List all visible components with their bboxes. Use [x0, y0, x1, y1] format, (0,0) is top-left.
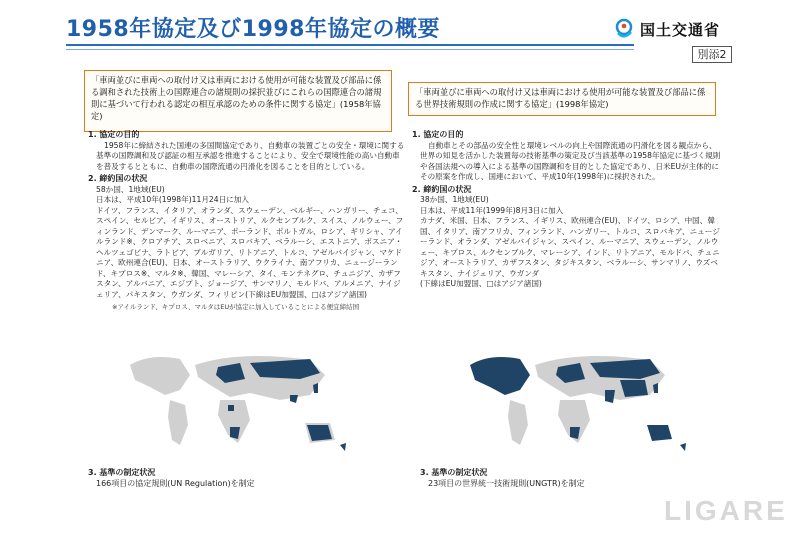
purpose-heading: 1. 協定の目的 — [412, 130, 464, 139]
world-map-1998 — [450, 345, 700, 460]
standards-text: 23項目の世界統一技術規則(UNGTR)を制定 — [428, 479, 585, 488]
agreement-1958-box: 「車両並びに車両への取付け又は車両における使用が可能な装置及び部品に係る調和された技術上の国際連合の諸規則の採択並びにこれらの国際連合の諸規則に基づいて行われる認定の相互承認のための条件に関する協定」(1958年協定) — [84, 70, 392, 132]
regulations-section-1958 — [88, 465, 255, 489]
title-underline — [66, 44, 634, 50]
country-list: カナダ、米国、日本、フランス、イギリス、欧州連合(EU)、ドイツ、ロシア、中国、韓国、イタリア、南アフリカ、フィンランド、ハンガリー、トルコ、スロバキア、ニュージーランド、オランダ、アゼルバイジャン、スペイン、ルーマニア、スウェーデン、ノルウェー、キプロス、ルクセンブルク、マレーシア、インド、リトアニア、モルドバ、チュニジア、オーストラリア、カザフスタン、タジキスタン、ベラルーシ、サンマリノ、ウズベキスタン、ナイジェリア、ウガンダ — [420, 216, 720, 278]
japan-join-date: 日本は、平成11年(1999年)8月3日に加入 — [420, 205, 564, 215]
purpose-text: 自動車とその部品の安全性と環境レベルの向上や国際流通の円滑化を図る観点から、世界の知見を活かした装置毎の技術基準の策定及び当該基準の1958年協定に基づく規則や各国法規への導入による基準の国際調和を目的とした協定であり、日米EUが主体的にその原案を作成し、国連において、平成10年(1998年)に採択された。 — [420, 140, 721, 181]
footnote: ※アイルランド、キプロス、マルタはEUが協定に加入していることによる便宜締結国 — [112, 303, 360, 311]
japan-join-date: 日本は、平成10年(1998年)11月24日に加入 — [96, 195, 249, 204]
agreement-1998-details — [412, 128, 722, 290]
purpose-text: 1958年に締結された国連の多国間協定であり、自動車の装置ごとの安全・環境に関する基準の国際調和及び認証の相互承認を推進することにより、安全で環境性能の高い自動車を普及するとともに、自動車の国際流通の円滑化を図ることを目的としている。 — [96, 140, 405, 171]
parties-count: 58か国、1地域(EU) — [96, 184, 165, 194]
country-list: ドイツ、フランス、イタリア、オランダ、スウェーデン、ベルギー、ハンガリー、チェコ、スペイン、セルビア、イギリス、オーストリア、ルクセンブルク、スイス、ノルウェー、フィンランド、デンマーク、ルーマニア、ポーランド、ポルトガル、ロシア、ギリシャ、アイルランド※、クロアチア、スロベニア、スロバキア、ベラルーシ、エストニア、ボスニア・ヘルツェゴビナ、ラトビア、ブルガリア、リトアニア、トルコ、アゼルバイジャン、マケドニア、欧州連合(EU)、日本、オーストラリア、ウクライナ、南アフリカ、ニュージーランド、キプロス※、マルタ※、韓国、マレーシア、タイ、モンテネグロ、チュニジア、カザフスタン、アルバニア、エジプト、ジョージア、サンマリノ、モルドバ、アルメニア、ナイジェリア、パキスタン、ウガンダ、フィリピン(下線はEU加盟国、□はアジア諸国) — [96, 205, 404, 299]
watermark-logo: LIGARE — [664, 495, 788, 526]
standards-text: 166項目の協定規則(UN Regulation)を制定 — [96, 479, 255, 488]
agreement-1958-details — [88, 128, 406, 313]
annex-label: 別添2 — [692, 46, 732, 63]
mlit-logo-icon — [614, 18, 634, 40]
world-map-1958 — [110, 345, 360, 460]
standards-heading: 3. 基準の制定状況 — [88, 468, 156, 477]
agreement-1998-box: 「車両並びに車両への取付け又は車両における使用が可能な装置及び部品に係る世界技術規則の作成に関する協定」(1998年協定) — [408, 82, 716, 116]
parties-heading: 2. 締約国の状況 — [412, 184, 472, 194]
parties-heading: 2. 締約国の状況 — [88, 174, 148, 183]
purpose-heading: 1. 協定の目的 — [88, 130, 140, 139]
page-title: 1958年協定及び1998年協定の概要 — [66, 17, 440, 42]
regulations-section-1998 — [420, 465, 585, 489]
logo-text: 国土交通省 — [640, 20, 721, 39]
standards-heading: 3. 基準の制定状況 — [420, 468, 488, 477]
legend-text: (下線はEU加盟国、□はアジア諸国) — [420, 279, 542, 288]
ministry-logo — [614, 18, 720, 40]
parties-count: 38か国、1地域(EU) — [420, 195, 489, 204]
